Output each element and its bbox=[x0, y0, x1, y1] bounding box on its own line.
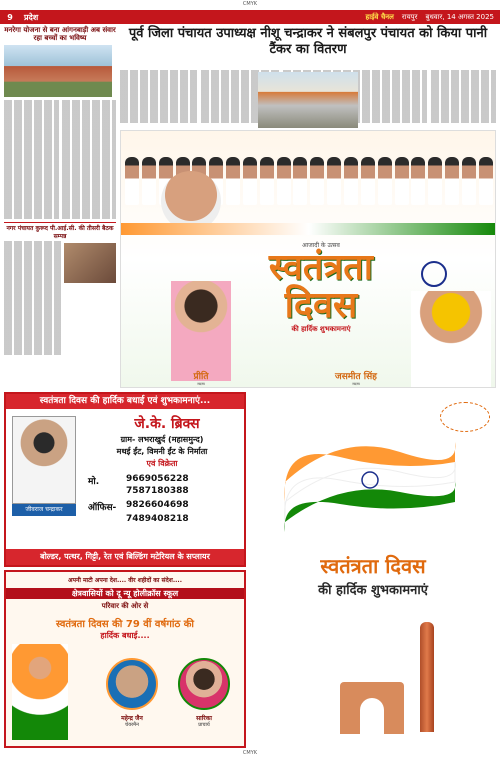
school-line-3: परिवार की ओर से bbox=[101, 602, 149, 610]
phone-4: 7489408218 bbox=[126, 514, 189, 524]
person-b-block bbox=[301, 369, 411, 387]
newspaper-brand: हाईवे चैनल bbox=[365, 12, 394, 21]
cmyk-mark: CMYK bbox=[242, 1, 258, 7]
person-a-name: प्रीति bbox=[193, 372, 209, 382]
section-name: प्रदेश bbox=[24, 12, 39, 22]
mobile-label: मो. bbox=[88, 477, 100, 487]
chairman-role: चेयरमैन bbox=[125, 722, 139, 728]
advertiser-photo bbox=[12, 416, 76, 504]
chairman-photo bbox=[106, 658, 158, 710]
jk-ad-banner: स्वतंत्रता दिवस की हार्दिक बधाई एवं शुभकामनाएं... bbox=[6, 394, 244, 409]
anganwadi-photo bbox=[4, 45, 112, 97]
firm-village: ग्राम- लभराखुर्द (महासमुन्द) bbox=[120, 435, 204, 444]
left-news-column bbox=[4, 26, 116, 386]
advertiser-name: जीवराज चन्द्राकर bbox=[12, 504, 76, 516]
person-b-title: सदस्य bbox=[352, 382, 360, 386]
school-line-4: स्वतंत्रता दिवस की 79 वीं वर्षगांठ की bbox=[55, 619, 195, 630]
phone-3: 9826604698 bbox=[126, 500, 189, 510]
meeting-photo bbox=[64, 243, 116, 283]
person-a-title: सदस्य bbox=[197, 382, 205, 386]
person-b-name: जसमीत सिंह bbox=[335, 372, 377, 382]
woman-portrait bbox=[171, 281, 231, 381]
ad-title: स्वतंत्रता दिवस bbox=[268, 247, 374, 326]
ad-subtitle: की हार्दिक शुभकामनाएं bbox=[291, 325, 351, 333]
phone-1: 9669056228 bbox=[126, 474, 189, 484]
meeting-body-text bbox=[4, 241, 61, 361]
bharat-mata-image bbox=[12, 644, 68, 740]
page-number: 9 bbox=[0, 13, 20, 22]
headline-kurud-meeting: नगर पंचायत कुरूद पी.आई.सी. की तीसरी बैठक सम्पन्न bbox=[4, 222, 116, 241]
firm-name: जे.के. ब्रिक्स bbox=[134, 416, 200, 432]
firm-product: मथई ईंट, विमनी ईंट के निर्माता bbox=[116, 447, 208, 456]
ad-title-block bbox=[241, 241, 401, 334]
anganwadi-body-text bbox=[4, 100, 116, 220]
school-line-1: अपनी माटी अपना देश.... वीर शहीदों का संदेश.... bbox=[68, 577, 182, 584]
page-header bbox=[0, 10, 500, 24]
ashoka-chakra-icon bbox=[421, 261, 447, 287]
ad-top-line: आजादी के उत्सव bbox=[302, 242, 340, 249]
leader-portrait bbox=[161, 171, 221, 231]
right-ad-title: स्वतंत्रता दिवस bbox=[320, 554, 426, 578]
tanker-distribution-photo bbox=[258, 72, 358, 128]
school-line-5: हार्दिक बधाई.... bbox=[100, 631, 150, 640]
issue-date: बुधवार, 14 अगस्त 2025 bbox=[425, 12, 494, 21]
right-ad-subtitle: की हार्दिक शुभकामनाएं bbox=[318, 583, 428, 598]
principal-photo bbox=[178, 658, 230, 710]
chairman-name: महेन्द्र जैन bbox=[121, 715, 143, 722]
school-greeting-ad bbox=[4, 570, 246, 748]
jk-ad-footer: बोल्डर, पत्थर, गिट्टी, रेत एवं बिल्डिंग मटेरियल के सप्लायर bbox=[6, 549, 244, 565]
phone-2: 7587180388 bbox=[126, 486, 189, 496]
main-story-text-right bbox=[362, 70, 496, 130]
india-gate-graphic bbox=[340, 682, 404, 734]
independence-greeting-ad bbox=[250, 392, 496, 748]
tricolor-wave-graphic bbox=[280, 422, 460, 532]
cmyk-mark-bottom: CMYK bbox=[242, 750, 258, 756]
principal-name: सारिका bbox=[196, 715, 212, 722]
principal-role: प्राचार्य bbox=[198, 722, 210, 728]
headline-anganwadi: मनरेगा योजना से बना आंगनबाड़ी अब संवार रहा बच्चों का भविष्य bbox=[4, 26, 116, 42]
city-name: रायपुर bbox=[401, 12, 418, 21]
firm-suffix: एवं विक्रेता bbox=[146, 459, 178, 468]
main-headline: पूर्व जिला पंचायत उपाध्यक्ष नीशू चन्द्राकर ने संबलपुर पंचायत को किया पानी टैंकर का वितरण bbox=[128, 26, 488, 57]
office-label: ऑफिस- bbox=[88, 503, 117, 513]
tricolor-ribbon bbox=[121, 223, 496, 235]
independence-day-ad bbox=[120, 130, 496, 388]
school-line-2: क्षेत्रवासियों को दू न्यू होलीक्रॉस स्कूल bbox=[6, 588, 244, 599]
man-turban-portrait bbox=[411, 291, 491, 387]
qutub-minar-graphic bbox=[420, 622, 434, 732]
person-a-block bbox=[161, 369, 241, 387]
jk-bricks-ad bbox=[4, 392, 246, 567]
